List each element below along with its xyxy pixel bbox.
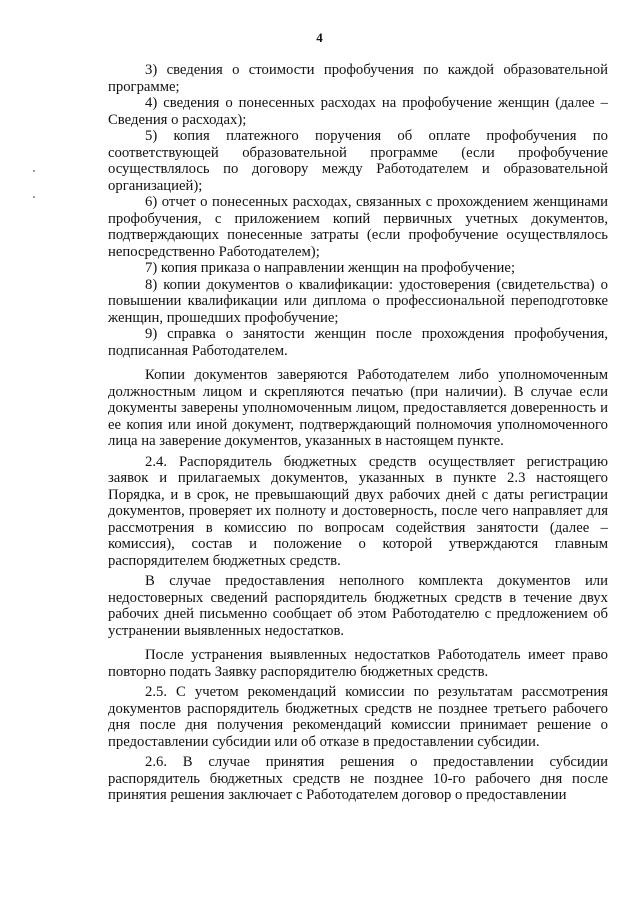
scan-mark (33, 170, 35, 172)
list-item-9: 9) справка о занятости женщин после прохождения профобучения, подписанная Работодателем. (108, 326, 608, 359)
paragraph-certification: Копии документов заверяются Работодателем либо уполномоченным должностным лицом и скрепляются печатью (при наличии). В случае если документы заверены уполномоченным лицом, предоставляется доверенность и ее копия или иной документ, подтверждающий полномочия уполномоченного лица на заверение документов, указанных в настоящем пункте. (108, 367, 608, 449)
clause-2-5: 2.5. С учетом рекомендаций комиссии по результатам рассмотрения документов распорядитель бюджетных средств не позднее третьего рабочего дня после дня получения рекомендаций комиссии принимает решение о предоставлении субсидии или об отказе в предоставлении субсидии. (108, 684, 608, 750)
clause-2-4: 2.4. Распорядитель бюджетных средств осуществляет регистрацию заявок и прилагаемых документов, указанных в пункте 2.3 настоящего Порядка, и в срок, не превышающий двух рабочих дней с даты регистрации документов, проверяет их полноту и достоверность, после чего направляет для рассмотрения в комиссию по вопросам содействия занятости (далее – комиссия), состав и положение о которой утверждаются главным распорядителем бюджетных средств. (108, 453, 608, 569)
list-item-5: 5) копия платежного поручения об оплате профобучения по соответствующей образовательной программе (если профобучение осуществлялось по договору между Работодателем и образовательной организацией); (108, 128, 608, 194)
list-item-4: 4) сведения о понесенных расходах на профобучение женщин (далее – Сведения о расходах); (108, 95, 608, 128)
list-item-3: 3) сведения о стоимости профобучения по каждой образовательной программе; (108, 62, 608, 95)
list-item-6: 6) отчет о понесенных расходах, связанных с прохождением женщинами профобучения, с приложением копий первичных учетных документов, подтверждающих понесенные затраты (если профобучение осуществлялось непосредственно Работодателем); (108, 194, 608, 260)
document-body (108, 62, 608, 804)
paragraph-incomplete-documents: В случае предоставления неполного комплекта документов или недостоверных сведений распорядитель бюджетных средств в течение двух рабочих дней письменно сообщает об этом Работодателю с предложением об устранении выявленных недостатков. (108, 573, 608, 639)
list-item-7: 7) копия приказа о направлении женщин на профобучение; (145, 260, 516, 276)
page-number: 4 (316, 30, 323, 45)
list-item-8: 8) копии документов о квалификации: удостоверения (свидетельства) о повышении квалификации или диплома о профессиональной переподготовке женщин, прошедших профобучение; (108, 276, 608, 326)
clause-2-6: 2.6. В случае принятия решения о предоставлении субсидии распорядитель бюджетных средств не позднее 10-го рабочего дня после принятия решения заключает с Работодателем договор о предоставлении (108, 754, 608, 803)
paragraph-resubmission: После устранения выявленных недостатков Работодатель имеет право повторно подать Заявку распорядителю бюджетных средств. (108, 647, 608, 680)
scan-mark (33, 196, 35, 198)
